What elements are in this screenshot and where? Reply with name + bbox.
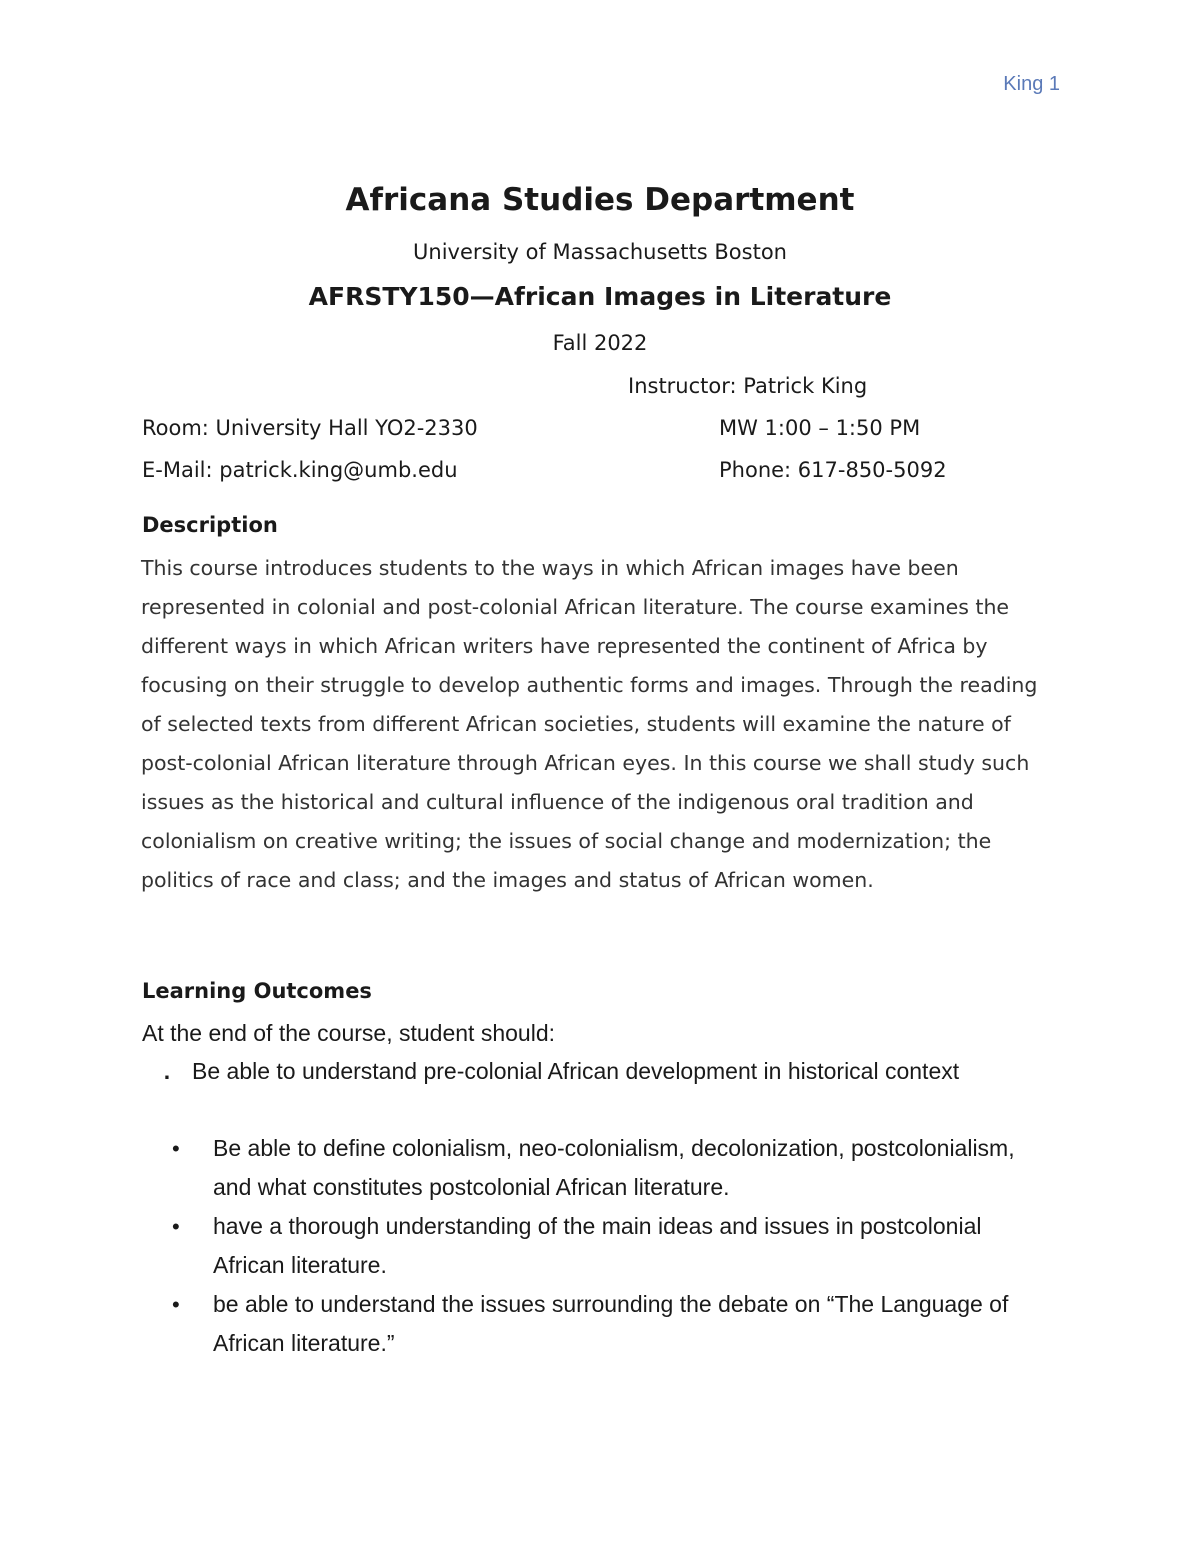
list-marker: . bbox=[163, 1058, 171, 1084]
schedule: MW 1:00 – 1:50 PM bbox=[719, 416, 921, 440]
phone: Phone: 617-850-5092 bbox=[719, 458, 947, 482]
bullet-icon: • bbox=[172, 1136, 180, 1161]
outcome-list bbox=[142, 1129, 1042, 1363]
description-heading: Description bbox=[142, 513, 278, 537]
list-item bbox=[142, 1285, 1042, 1363]
outcomes-intro: At the end of the course, student should: bbox=[142, 1020, 556, 1046]
university-name: University of Massachusetts Boston bbox=[413, 240, 787, 264]
list-item-text: Be able to understand pre-colonial African development in historical context bbox=[192, 1058, 960, 1084]
bullet-icon: • bbox=[172, 1292, 180, 1317]
department-title: Africana Studies Department bbox=[345, 182, 855, 218]
description-body: This course introduces students to the ways in which African images have been represented in colonial and post-colonial African literature. The course examines the different ways in which African writers have represented the continent of Africa by focusing on their struggle to develop authentic forms and images. Through the reading of selected texts from different African societies, students will examine the nature of post-colonial African literature through African eyes. In this course we shall study such issues as the historical and cultural influence of the indigenous oral tradition and colonialism on creative writing; the issues of social change and modernization; the politics of race and class; and the images and status of African women. bbox=[141, 556, 1038, 892]
learning-outcomes-heading: Learning Outcomes bbox=[142, 979, 372, 1003]
list-item-text: Be able to define colonialism, neo-colonialism, decolonization, postcolonialism, and what constitutes postcolonial African literature. bbox=[213, 1135, 1015, 1200]
course-title: AFRSTY150—African Images in Literature bbox=[308, 282, 892, 311]
bullet-icon: • bbox=[172, 1214, 180, 1239]
instructor: Instructor: Patrick King bbox=[628, 374, 868, 398]
list-item bbox=[142, 1207, 1042, 1285]
list-item bbox=[142, 1052, 1062, 1091]
list-item-text: be able to understand the issues surrounding the debate on “The Language of African literature.” bbox=[213, 1291, 1009, 1356]
term: Fall 2022 bbox=[552, 331, 648, 355]
room: Room: University Hall YO2-2330 bbox=[142, 416, 478, 440]
email: E-Mail: patrick.king@umb.edu bbox=[142, 458, 458, 482]
list-item-text: have a thorough understanding of the main ideas and issues in postcolonial African literature. bbox=[213, 1213, 982, 1278]
list-item bbox=[142, 1129, 1042, 1207]
running-head: King 1 bbox=[1003, 73, 1060, 95]
